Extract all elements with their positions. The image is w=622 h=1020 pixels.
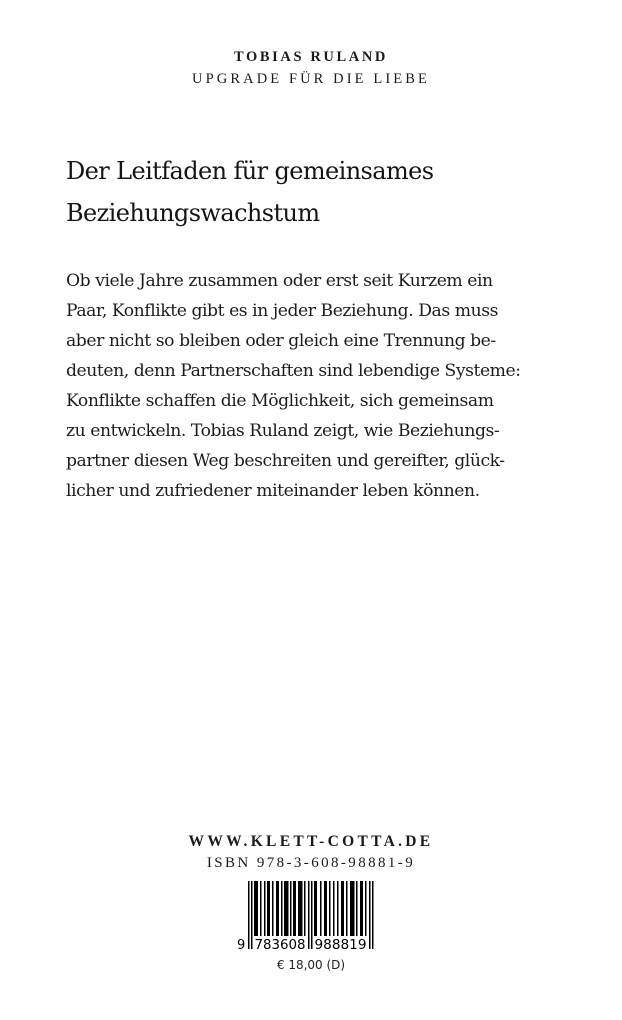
- barcode-first-digit: 9: [237, 938, 246, 953]
- blurb-line: aber nicht so bleiben oder gleich eine Trennung be-: [66, 331, 496, 351]
- price-label: € 18,00 (D): [276, 958, 346, 972]
- headline-line: Beziehungswachstum: [66, 199, 320, 227]
- headline: [66, 150, 566, 234]
- headline-line: Der Leitfaden für gemeinsames: [66, 157, 434, 185]
- blurb: [66, 266, 566, 506]
- blurb-line: Ob viele Jahre zusammen oder erst seit Kurzem ein: [66, 271, 493, 291]
- isbn-number: ISBN 978-3-608-98881-9: [206, 855, 416, 871]
- blurb-line: Paar, Konflikte gibt es in jeder Beziehung. Das muss: [66, 301, 498, 321]
- publisher-website: WWW.KLETT-COTTA.DE: [188, 833, 434, 850]
- blurb-line: partner diesen Weg beschreiten und gereifter, glück-: [66, 451, 505, 471]
- book-title: UPGRADE FÜR DIE LIEBE: [192, 71, 430, 87]
- barcode-left-digits: 783608: [254, 938, 306, 953]
- blurb-line: Konflikte schaffen die Möglichkeit, sich gemeinsam: [66, 391, 494, 411]
- blurb-line: deuten, denn Partnerschaften sind lebendige Systeme:: [66, 361, 521, 381]
- blurb-line: zu entwickeln. Tobias Ruland zeigt, wie Beziehungs-: [66, 421, 500, 441]
- barcode: [236, 881, 388, 953]
- author-name: TOBIAS RULAND: [234, 49, 388, 65]
- barcode-right-digits: 988819: [314, 938, 367, 953]
- blurb-line: licher und zufriedener miteinander leben können.: [66, 481, 480, 501]
